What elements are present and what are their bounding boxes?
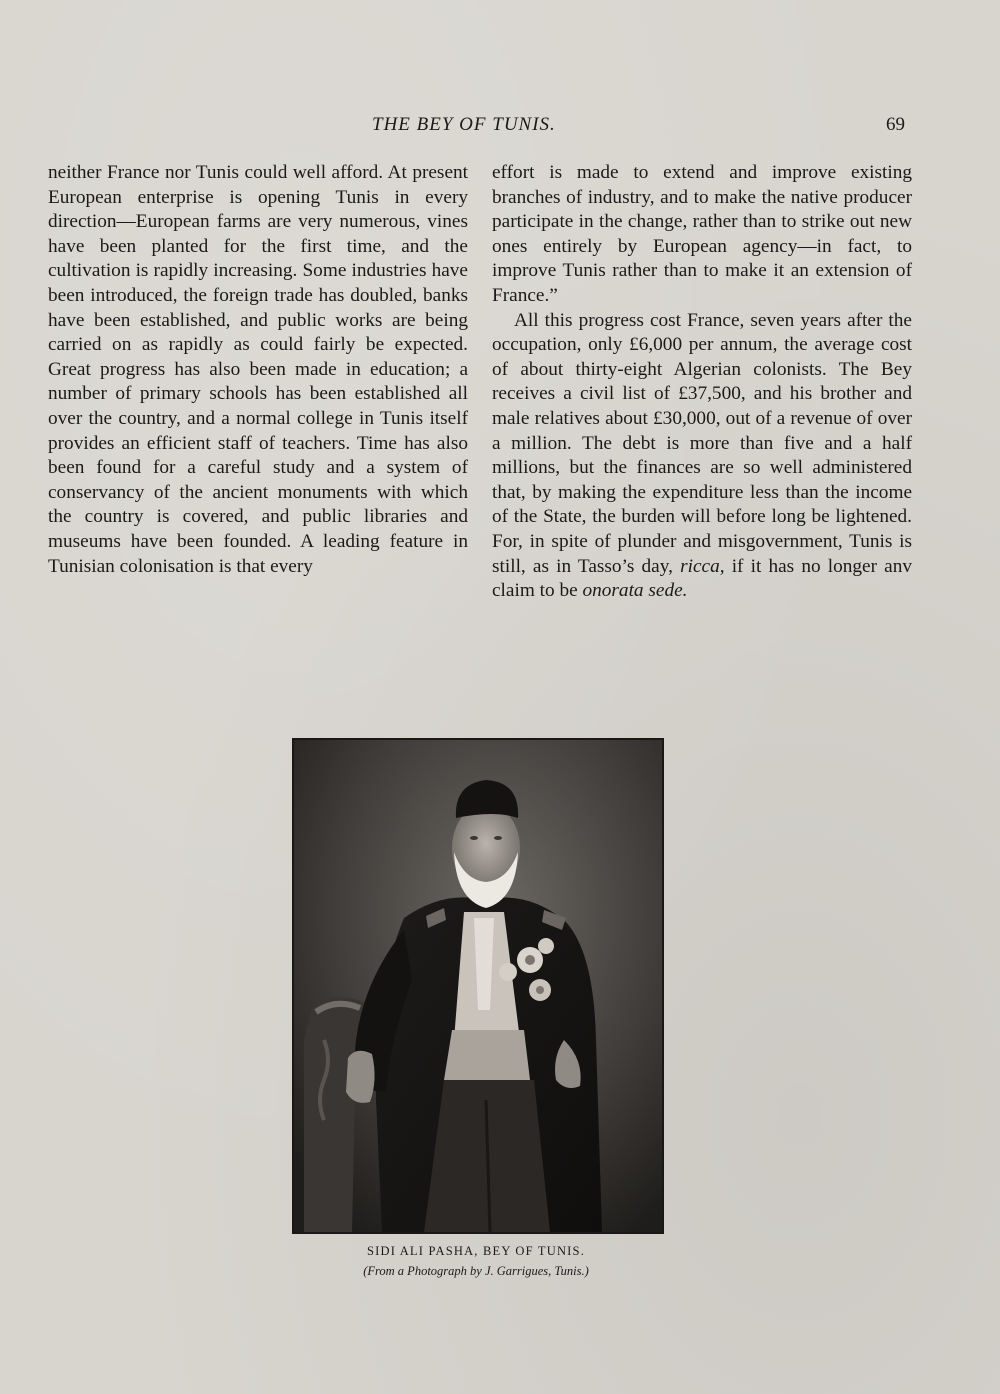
italic-ricca: ricca, xyxy=(680,555,725,577)
running-title: THE BEY OF TUNIS. xyxy=(372,114,556,135)
right-paragraph-1: effort is made to extend and improve existing branches of industry, and to make the native producer participate in the change, rather than to strike out new ones entirely by European agency—in fact, to improve Tunis rather than to make it an extension of France.” xyxy=(492,162,912,306)
portrait-photograph xyxy=(292,738,664,1234)
paragraph-text: if it has no longer anv claim to be xyxy=(492,555,913,602)
left-paragraph-1: neither France nor Tunis could well afford. At present European enterprise is opening Tunis in every direction—European farms are very numerous, vines have been planted for the first time, and the cultivation is rapidly increasing. Some industries have been introduced, the foreign trade has doubled, banks have been established, and public works are being carried on as rapidly as could fairly be expected. Great progress has also been made in education; a number of primary schools has been established all over the country, and a normal college in Tunis itself provides an efficient staff of teachers. Time has also been found for a careful study and a system of conservancy of the ancient monuments with which the country is covered, and public libraries and museums have been founded. A leading feature in Tunisian colonisation is that every xyxy=(48,162,468,577)
italic-onorata-sede: onorata sede. xyxy=(582,580,688,602)
portrait-illustration xyxy=(294,740,662,1232)
figure-caption-title: SIDI ALI PASHA, BEY OF TUNIS. xyxy=(366,1244,586,1258)
running-head xyxy=(0,114,1000,140)
page-number: 69 xyxy=(886,114,905,135)
right-paragraph-2 xyxy=(492,309,912,604)
right-column xyxy=(492,161,912,604)
paragraph-text: All this progress cost France, seven years after the occupation, only £6,000 per annum, the average cost of about thirty-eight Algerian colonists. The Bey receives a civil list of £37,500, and his brother and male relatives about £30,000, out of a revenue of over a million. The debt is more than five and a half millions, but the finances are so well administered that, by making the expenditure less than the income of the State, the burden will before long be lightened. For, in spite of plunder and misgovernment, Tunis is still, as in Tasso’s day, xyxy=(492,309,912,577)
figure-caption-credit: (From a Photograph by J. Garrigues, Tunis.) xyxy=(363,1264,589,1278)
left-column xyxy=(48,161,468,579)
